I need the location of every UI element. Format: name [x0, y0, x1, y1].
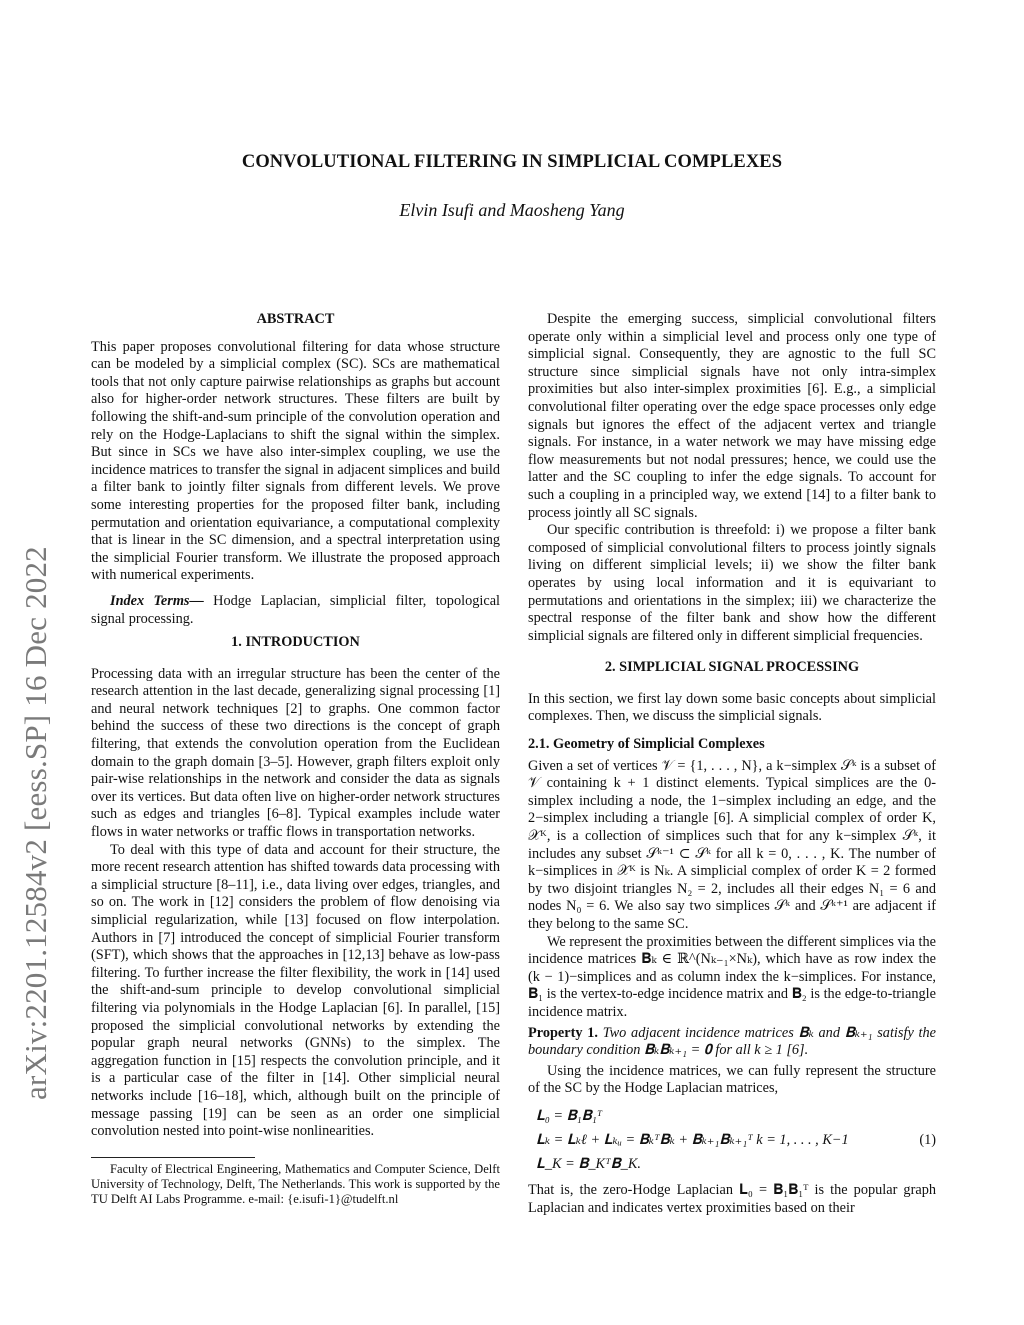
- intro-paragraph-1: Processing data with an irregular structure has been the center of the research attention in the last decade, generalizing signal processing [1] and neural network techniques [2] to graphs. One common factor behind the success of these two directions is the concept of graph filtering, that extends the convolution operation from the Euclidean domain to the graph domain [3–5]. However, graph filters exploit only pair-wise relationships in the network and consider the data as signals over its vertices. But data often live on higher-order network structures such as edges and triangles [6–8]. Typical examples include water flows in water networks or traffic flows in transportation networks.: [91, 665, 500, 841]
- property-text: Two adjacent incidence matrices 𝐁ₖ and 𝐁ₖ₊₁ satisfy the boundary condition 𝐁ₖ𝐁ₖ₊₁ = 𝟎 for all k ≥ 1 [6].: [528, 1024, 936, 1059]
- right-column: [528, 311, 936, 1217]
- property-label: Property 1.: [528, 1024, 598, 1041]
- paper-authors: Elvin Isufi and Maosheng Yang: [399, 200, 625, 220]
- equation-line-2: 𝐋ₖ = 𝐋ₖℓ + 𝐋ₖᵤ = 𝐁ₖᵀ𝐁ₖ + 𝐁ₖ₊₁𝐁ₖ₊₁ᵀ k = 1, . . . , K−1: [536, 1131, 849, 1148]
- footnote-text: Faculty of Electrical Engineering, Mathematics and Computer Science, Delft University of Technology, Delft, The Netherlands. This work is supported by the TU Delft AI Labs Programme. e-mail: {e.isufi-1}@tudelft.nl: [91, 1162, 500, 1207]
- intro-paragraph-2: To deal with this type of data and account for their structure, the more recent research attention has shifted towards data processing with a simplicial structure [8–11], i.e., data living over edges, triangles, and so on. The work in [12] considers the problem of flow denoising via simplicial regularization, while [13] focused on flow interpolation. Authors in [7] introduced the concept of simplicial Fourier transform (SFT), which shows that the approaches in [12,13] behave as low-pass filtering. To further increase the filter flexibility, the work in [14] used the shift-and-sum principle to develop convolutional simplicial filtering via polynomials in the Hodge Laplacian [6]. In parallel, [15] proposed the simplicial convolutional networks by extending the popular graph neural networks (GNNs) to the simplex. The aggregation function in [15] respects the convolution principle, and it is a particular case of the filter in [14]. Other simplicial neural networks include [16–18], which, although built on the principle of message passing [19] can be seen as an order one simplicial convolution nested into point-wise nonlinearities.: [91, 841, 500, 1140]
- subsection-2-1-paragraph-2: We represent the proximities between the different simplices via the incidence matrices 𝐁ₖ ∈ ℝ^(Nₖ₋₁×Nₖ), which have as row index the (k − 1)−simplices and as column index the k−simplices. For instance, 𝐁₁ is the vertex-to-edge incidence matrix and 𝐁₂ is the edge-to-triangle incidence matrix.: [528, 933, 936, 1020]
- equation-line-3: 𝐋_K = 𝐁_Kᵀ𝐁_K.: [536, 1155, 641, 1172]
- arxiv-stamp: arXiv:2201.12584v2 [eess.SP] 16 Dec 2022: [18, 546, 53, 1100]
- section-2-intro: In this section, we first lay down some basic concepts about simplicial complexes. Then, we discuss the simplicial signals.: [528, 690, 936, 725]
- index-terms-text: Hodge Laplacian, simplicial filter, topological signal processing.: [91, 592, 501, 627]
- section-2-heading: 2. SIMPLICIAL SIGNAL PROCESSING: [604, 659, 860, 676]
- index-terms: [91, 593, 500, 628]
- footnote: [91, 1162, 500, 1208]
- intro-heading: 1. INTRODUCTION: [231, 634, 360, 651]
- right-paragraph-1: Despite the emerging success, simplicial convolutional filters operate only within a simplicial level and process only one type of simplicial signal. Consequently, they are agnostic to the full SC structure since simplicial signals have not only intra-simplex proximities but also inter-simplex proximities [6]. E.g., a simplicial convolutional filter operating over the edge space processes only edge signals but ignores the effect of the adjacent vertex and triangle signals. For instance, in a water network we may have missing edge flow measurements but not nodal pressures; hence, we could use the latter and the SC coupling to infer the edge signals. To account for such a coupling in a principled way, we extend [14] to a filter bank to process jointly all SC signals.: [528, 311, 936, 521]
- equation-line-1: 𝐋₀ = 𝐁₁𝐁₁ᵀ: [536, 1107, 603, 1124]
- property-1: [528, 1025, 936, 1060]
- abstract-text: This paper proposes convolutional filtering for data whose structure can be modeled by a simplicial complex (SC). SCs are mathematical tools that not only capture pairwise relationships as graphs but account also for higher-order network structures. These filters are built by following the shift-and-sum principle of the convolution operation and rely on the Hodge-Laplacians to shift the signal within the simplex. But since in SCs we have also inter-simplex coupling, we use the incidence matrices to transfer the signal in adjacent simplices and build a filter bank to jointly filter signals from different levels. We prove some interesting properties for the proposed filter bank, including permutation and orientation equivariance, a computational complexity that is linear in the SC dimension, and a spectral interpretation using the simplicial Fourier transform. We illustrate the proposed approach with numerical experiments.: [91, 338, 500, 584]
- equation-number: (1): [919, 1131, 936, 1148]
- subsection-2-1-paragraph-1: Given a set of vertices 𝒱 = {1, . . . , N}, a k−simplex 𝒮ᵏ is a subset of 𝒱 containing k + 1 distinct elements. Typical simplices are the 0-simplex including a node, the 1−simplex including an edge, and the 2−simplex including a triangle [6]. A simplicial complex of order K, 𝒳ᴷ, is a collection of simplices such that for any k−simplex 𝒮ᵏ, it includes any subset 𝒮ᵏ⁻¹ ⊂ 𝒮ᵏ for all k = 0, . . . , K. The number of k−simplices in 𝒳ᴷ is Nₖ. A simplicial complex of order K = 2 formed by two disjoint triangles N₂ = 2, includes all their edges N₁ = 6 and nodes N₀ = 6. We also say two simplices 𝒮ᵏ and 𝒮ᵏ⁺¹ are adjacent if they belong to the same SC.: [528, 757, 936, 932]
- equation-line-2-row: [536, 1128, 936, 1152]
- footnote-rule: [91, 1157, 255, 1158]
- abstract-heading: ABSTRACT: [256, 311, 335, 327]
- left-column: [91, 311, 500, 1141]
- paper-title: CONVOLUTIONAL FILTERING IN SIMPLICIAL COMPLEXES: [241, 152, 783, 172]
- subsection-2-1-paragraph-4: That is, the zero-Hodge Laplacian 𝐋₀ = 𝐁₁𝐁₁ᵀ is the popular graph Laplacian and indicates vertex proximities based on their: [528, 1181, 936, 1216]
- index-terms-label: Index Terms—: [110, 592, 204, 609]
- right-paragraph-2: Our specific contribution is threefold: i) we propose a filter bank composed of simplicial convolutional filters to process jointly signals living on different simplicial levels; ii) we show the filter bank operates by using local information and it is equivariant to permutations and orientations in the simplex; iii) we characterize the spectral response of the filter bank and show how the different simplicial signals are filtered only in different simplicial frequencies.: [528, 522, 936, 644]
- subsection-2-1-heading: 2.1. Geometry of Simplicial Complexes: [528, 736, 765, 753]
- subsection-2-1-paragraph-3: Using the incidence matrices, we can fully represent the structure of the SC by the Hodge Laplacian matrices,: [528, 1062, 936, 1097]
- equation-1: [536, 1104, 936, 1176]
